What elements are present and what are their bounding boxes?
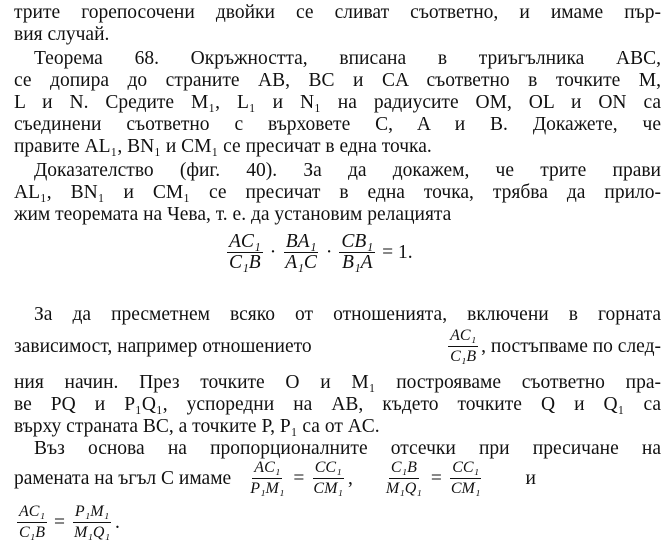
text-line-14: ве PQ и P₁Q₁, успоредни на AB, където точките Q и Q₁ са bbox=[14, 394, 661, 415]
text-line-7: правите AL₁, BN₁ и CM₁ се пресичат в една точка. bbox=[14, 136, 432, 157]
text-line-16: Въз основа на пропорционалните отсечки при пресичане на bbox=[34, 438, 661, 459]
text-line-4: се допира до страните AB, BC и CA съответно в точките M, bbox=[14, 70, 661, 91]
ceva-formula bbox=[224, 232, 417, 273]
text-line-13: ния начин. През точките O и M₁ построяваме съответно пра- bbox=[14, 372, 661, 393]
fraction: $\frac{\text{AC₁}}{\text{C₁B}}$ bbox=[229, 231, 261, 273]
punctuation: . bbox=[115, 511, 120, 533]
text-line-17 bbox=[14, 458, 661, 499]
operator: · bbox=[325, 241, 333, 263]
line-text: и bbox=[525, 467, 536, 489]
text-line-9: AL₁, BN₁ и CM₁ се пресичат в една точка, трябва да прило- bbox=[14, 182, 661, 203]
operator: · bbox=[269, 241, 277, 263]
fraction: $\frac{\text{CC₁}}{\text{CM₁}}$ bbox=[450, 459, 481, 497]
final-formula bbox=[14, 502, 120, 543]
fraction: $\frac{\text{C₁B}}{\text{M₁Q₁}}$ bbox=[385, 459, 422, 497]
text-line-5: L и N. Средите M₁, L₁ и N₁ на радиусите OM, OL и ON са bbox=[14, 92, 661, 113]
operator: = bbox=[430, 467, 442, 489]
text-line-1: трите горепосочени двойки се сливат съответно, и имаме пър- bbox=[14, 2, 661, 23]
punctuation: , bbox=[347, 467, 353, 489]
fraction: $\frac{\text{AC₁}}{\text{P₁M₁}}$ bbox=[250, 459, 285, 497]
line-text: рамената на ъгъл C имаме bbox=[14, 467, 232, 489]
inline-fraction: $\frac{\text{AC₁}}{\text{C₁B}}$ bbox=[450, 327, 477, 365]
fraction: $\frac{\text{CB₁}}{\text{B₁A}}$ bbox=[341, 231, 374, 273]
fraction: $\frac{\text{P₁M₁}}{\text{M₁Q₁}}$ bbox=[74, 503, 111, 541]
fraction: $\frac{\text{CC₁}}{\text{CM₁}}$ bbox=[313, 459, 343, 497]
line-text: зависимост, например отношението bbox=[14, 335, 312, 357]
text-line-12 bbox=[14, 326, 661, 367]
text-line-6: съединени съответно с върховете C, A и B. Докажете, че bbox=[14, 114, 661, 135]
theorem-heading: Теорема 68. Окръжността, вписана в триъгълника ABC, bbox=[34, 48, 661, 69]
fraction: $\frac{\text{AC₁}}{\text{C₁B}}$ bbox=[19, 503, 46, 541]
text-line-2: вия случай. bbox=[14, 24, 110, 45]
operator: = bbox=[293, 467, 305, 489]
proof-heading: Доказателство (фиг. 40). За да докажем, че трите прави bbox=[34, 160, 661, 181]
fraction: $\frac{\text{BA₁}}{\text{A₁C}}$ bbox=[285, 231, 317, 273]
text-line-15: върху страната BC, а точките P, P₁ са от AC. bbox=[14, 416, 380, 437]
text-line-10: жим теоремата на Чева, т. е. да установим релацията bbox=[14, 204, 452, 225]
equals-one: = 1. bbox=[382, 241, 413, 263]
text-line-11: За да пресметнем всяко от отношенията, включени в горната bbox=[34, 304, 661, 325]
operator: = bbox=[54, 511, 66, 533]
inline-ratio-group bbox=[445, 326, 661, 367]
line-text: , постъпваме по след- bbox=[481, 335, 661, 357]
